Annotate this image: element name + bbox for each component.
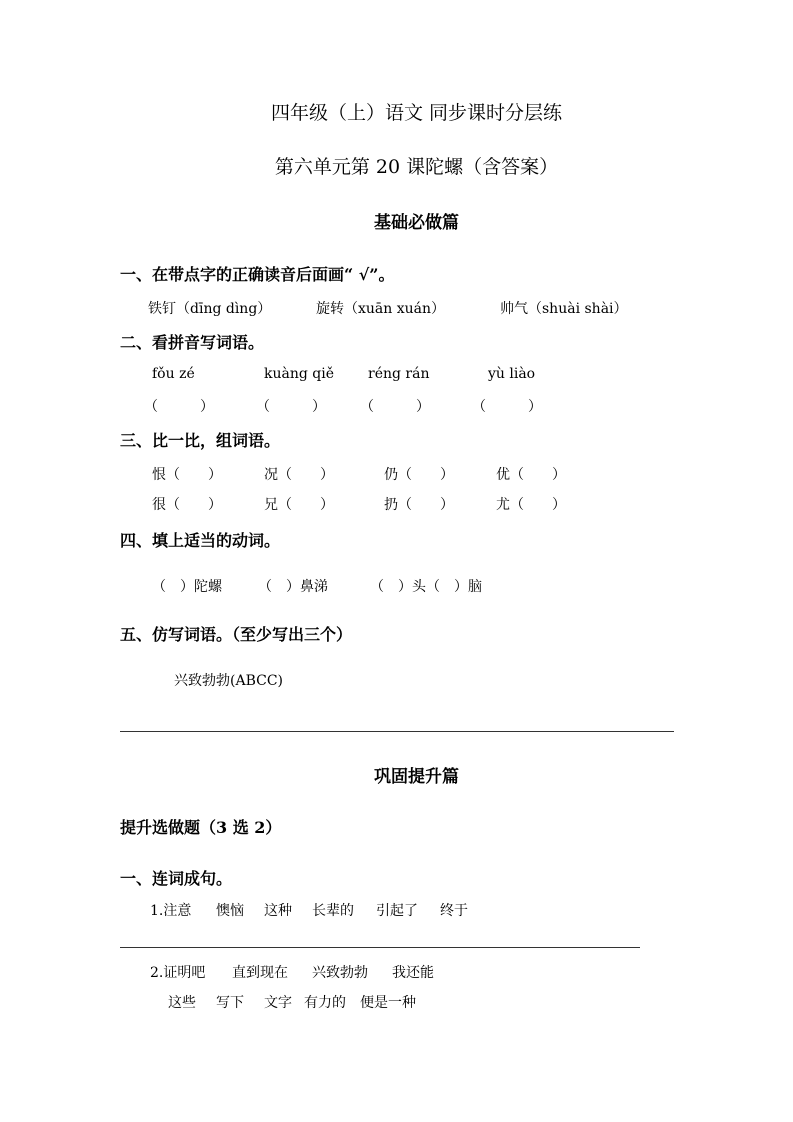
document-title: 四年级（上）语文 同步课时分层练 [270,102,563,124]
word-group-item[interactable]: 扔（ ） [384,497,454,513]
answer-blank[interactable]: （ ） [256,399,326,415]
question-4-title: 四、填上适当的动词。 [120,531,281,550]
word-chip: 终于 [440,903,468,919]
word-chip: 便是一种 [360,995,416,1011]
question-2-title: 二、看拼音写词语。 [120,333,265,352]
word-group-item[interactable]: 很（ ） [152,497,222,513]
word-chip: 兴致勃勃 [312,965,368,981]
verb-fill-item[interactable]: （ ）鼻涕 [258,579,328,595]
word-chip: 有力的 [304,995,346,1011]
pinyin-choice-item: 铁钉（dīng dìng） [148,301,272,317]
word-group-item[interactable]: 优（ ） [496,467,566,483]
answer-line[interactable] [120,947,640,948]
pinyin-prompt: yù liào [488,366,536,382]
question-5-title: 五、仿写词语。（至少写出三个） [120,625,353,644]
word-chip: 懊恼 [216,903,244,919]
word-chip: 写下 [216,995,244,1011]
question-1-title: 一、在带点字的正确读音后面画“ √”。 [120,265,395,284]
answer-blank[interactable]: （ ） [472,399,542,415]
sentence-task-title: 一、连词成句。 [120,869,233,888]
optional-intro: 提升选做题（3 选 2） [120,818,282,837]
section-heading-advanced: 巩固提升篇 [374,767,459,787]
word-group-item[interactable]: 仍（ ） [384,467,454,483]
pinyin-prompt: fǒu zé [152,366,195,382]
imitation-example: 兴致勃勃(ABCC) [174,673,284,689]
word-group-item[interactable]: 尤（ ） [496,497,566,513]
word-chip: 这些 [168,995,196,1011]
word-chip: 这种 [264,903,292,919]
answer-blank[interactable]: （ ） [360,399,430,415]
word-chip: 长辈的 [312,903,354,919]
word-chip: 2.证明吧 [150,965,206,981]
section-heading-basic: 基础必做篇 [374,213,459,233]
word-group-item[interactable]: 况（ ） [264,467,334,483]
lesson-subtitle: 第六单元第 20 课陀螺（含答案） [274,156,559,178]
pinyin-prompt: kuàng qiě [264,366,334,382]
word-chip: 文字 [264,995,292,1011]
word-chip: 我还能 [392,965,434,981]
word-chip: 1.注意 [150,903,192,919]
word-group-item[interactable]: 恨（ ） [152,467,222,483]
verb-fill-item[interactable]: （ ）陀螺 [152,579,222,595]
word-group-item[interactable]: 兄（ ） [264,497,334,513]
pinyin-choice-item: 帅气（shuài shài） [500,301,628,317]
question-3-title: 三、比一比，组词语。 [120,431,281,450]
pinyin-prompt: réng rán [368,366,430,382]
pinyin-choice-item: 旋转（xuān xuán） [316,301,446,317]
verb-fill-item[interactable]: （ ）头（ ）脑 [370,579,482,595]
word-chip: 引起了 [376,903,418,919]
word-chip: 直到现在 [232,965,288,981]
answer-blank[interactable]: （ ） [144,399,214,415]
section-divider [120,731,674,732]
